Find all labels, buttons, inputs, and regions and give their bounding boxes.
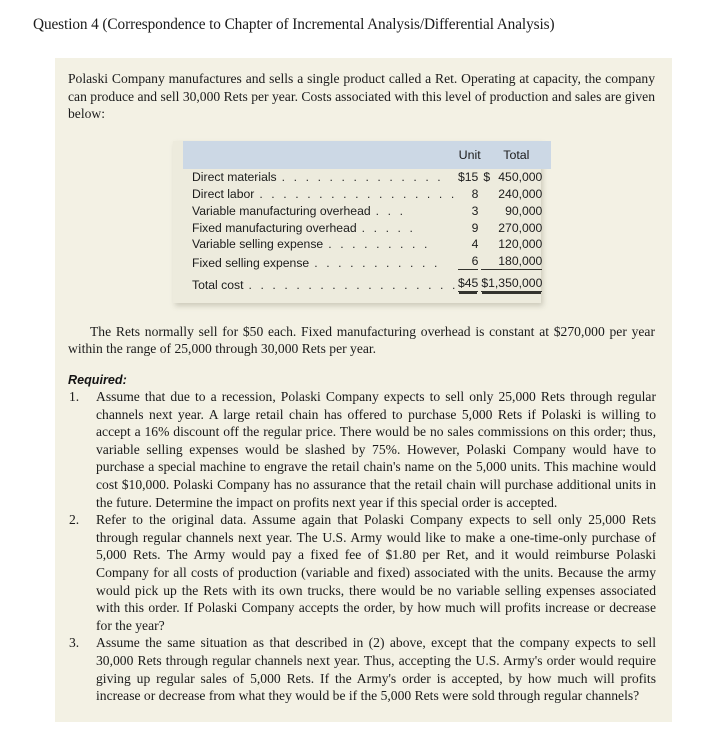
- table-row: [183, 186, 551, 203]
- row-label: Fixed manufacturing overhead: [192, 220, 357, 235]
- row-total-value: 450,000: [498, 170, 543, 185]
- list-item: [68, 388, 658, 511]
- total-unit-value: $45: [458, 276, 479, 291]
- dot-leader: . . .: [375, 203, 406, 218]
- row-total-cell: [481, 186, 551, 203]
- row-label-cell: [183, 253, 458, 272]
- table-row: [183, 169, 551, 186]
- col-header-label: [183, 141, 458, 169]
- row-total-cell: [481, 253, 551, 272]
- table-total-row: [183, 271, 551, 293]
- after-table-paragraph: The Rets normally sell for $50 each. Fixed manufacturing overhead is constant at $270,000 per year within the range of 25,000 through 30,000 Rets per year.: [68, 323, 655, 357]
- row-total-value: 120,000: [498, 237, 543, 252]
- dot-leader: . . . . . . . . . . .: [314, 256, 440, 271]
- dot-leader: . . . . . . . . .: [328, 237, 430, 252]
- dot-leader: . . . . . . . . . . . . . . . . .: [259, 186, 457, 201]
- requirements-list: [68, 388, 658, 705]
- required-heading: Required:: [68, 373, 127, 388]
- row-unit-cell: [458, 236, 481, 253]
- row-label: Direct labor: [192, 186, 255, 201]
- currency-symbol: $: [483, 170, 491, 185]
- total-label-cell: [183, 271, 458, 293]
- row-unit-cell: [458, 253, 481, 272]
- item-text: Refer to the original data. Assume again that Polaski Company expects to sell only 25,000 Rets through regular channels next year. The U.S. Army would like to make a one-time-only purchase of 5,000 Rets. The Army would pay a fixed fee of $1.80 per Ret, and it would reimburse Polaski Company for all costs of production (variable and fixed) associated with the units. Because the army would pick up the Rets with its own trucks, there would be no variable selling expenses associated with this order. If Polaski Company accepts the order, by how much will profits increase or decrease for the year?: [96, 512, 656, 633]
- table-header-row: [183, 141, 551, 169]
- total-label: Total cost: [192, 278, 244, 293]
- row-unit-value: 3: [471, 203, 479, 218]
- cost-table: [183, 141, 551, 294]
- item-text: Assume that due to a recession, Polaski Company expects to sell only 25,000 Rets through regular channels next year. A large retail chain has offered to purchase 5,000 Rets if Polaski is willing to accept a 16% discount off the regular price. There would be no sales commissions on this order; thus, variable selling expenses would be slashed by 75%. However, Polaski Company would have to purchase a special machine to engrave the retail chain's name on the 5,000 units. This machine would cost $10,000. Polaski Company has no assurance that the retail chain will purchase additional units in the future. Determine the impact on profits next year if this special order is accepted.: [96, 389, 656, 510]
- row-total-cell: [481, 236, 551, 253]
- item-number: 3.: [69, 635, 80, 651]
- row-label-cell: [183, 219, 458, 236]
- item-number: 2.: [69, 512, 80, 528]
- row-unit-value: 9: [471, 220, 479, 235]
- row-unit-cell: [458, 169, 481, 186]
- question-content-panel: [55, 58, 672, 722]
- row-label-cell: [183, 202, 458, 219]
- table-row: [183, 253, 551, 272]
- row-total-cell: [481, 219, 551, 236]
- list-item: [68, 634, 658, 704]
- intro-paragraph: Polaski Company manufactures and sells a single product called a Ret. Operating at capacity, the company can produce and sell 30,000 Rets per year. Costs associated with this level of production and sales are given below:: [68, 71, 655, 122]
- row-label: Direct materials: [192, 170, 277, 185]
- row-unit-cell: [458, 219, 481, 236]
- row-total-cell: [481, 169, 551, 186]
- total-amount-cell: [481, 271, 551, 293]
- row-unit-value: 4: [471, 237, 479, 252]
- row-unit-cell: [458, 186, 481, 203]
- row-total-value: 180,000: [481, 254, 542, 270]
- row-total-value: 240,000: [498, 186, 543, 201]
- dot-leader: . . . . . . . . . . . . . . . . . .: [248, 278, 458, 293]
- row-total-value: 90,000: [505, 203, 543, 218]
- row-unit-value: 6: [458, 254, 478, 270]
- cost-table-header: [183, 141, 551, 169]
- row-total-cell: [481, 202, 551, 219]
- row-label: Variable manufacturing overhead: [192, 203, 371, 218]
- row-label: Fixed selling expense: [192, 256, 310, 271]
- list-item: [68, 511, 658, 634]
- dot-leader: . . . . .: [361, 220, 416, 235]
- col-header-total: Total: [481, 141, 551, 169]
- total-unit-cell: [458, 271, 481, 293]
- row-total-value: 270,000: [498, 220, 543, 235]
- cost-table-container: [68, 141, 658, 303]
- table-row: [183, 236, 551, 253]
- table-row: [183, 202, 551, 219]
- item-number: 1.: [69, 389, 80, 405]
- page-title: Question 4 (Correspondence to Chapter of Incremental Analysis/Differential Analysis): [33, 16, 555, 33]
- row-label-cell: [183, 236, 458, 253]
- row-label: Variable selling expense: [192, 237, 324, 252]
- col-header-unit: Unit: [458, 141, 481, 169]
- cost-table-card: [173, 141, 541, 303]
- row-unit-value: 8: [471, 186, 479, 201]
- table-row: [183, 219, 551, 236]
- row-label-cell: [183, 186, 458, 203]
- total-amount-value: $1,350,000: [481, 276, 543, 291]
- row-label-cell: [183, 169, 458, 186]
- item-text: Assume the same situation as that described in (2) above, except that the company expects to sell 30,000 Rets through regular channels next year. Thus, accepting the U.S. Army's order would require giving up regular sales of 5,000 Rets. If the Army's order is accepted, by how much will profits increase or decrease from what they would be if the 5,000 Rets were sold through regular channels?: [96, 635, 656, 704]
- dot-leader: . . . . . . . . . . . . . .: [281, 170, 444, 185]
- row-unit-cell: [458, 202, 481, 219]
- row-unit-value: $15: [458, 170, 479, 185]
- cost-table-body: [183, 169, 551, 294]
